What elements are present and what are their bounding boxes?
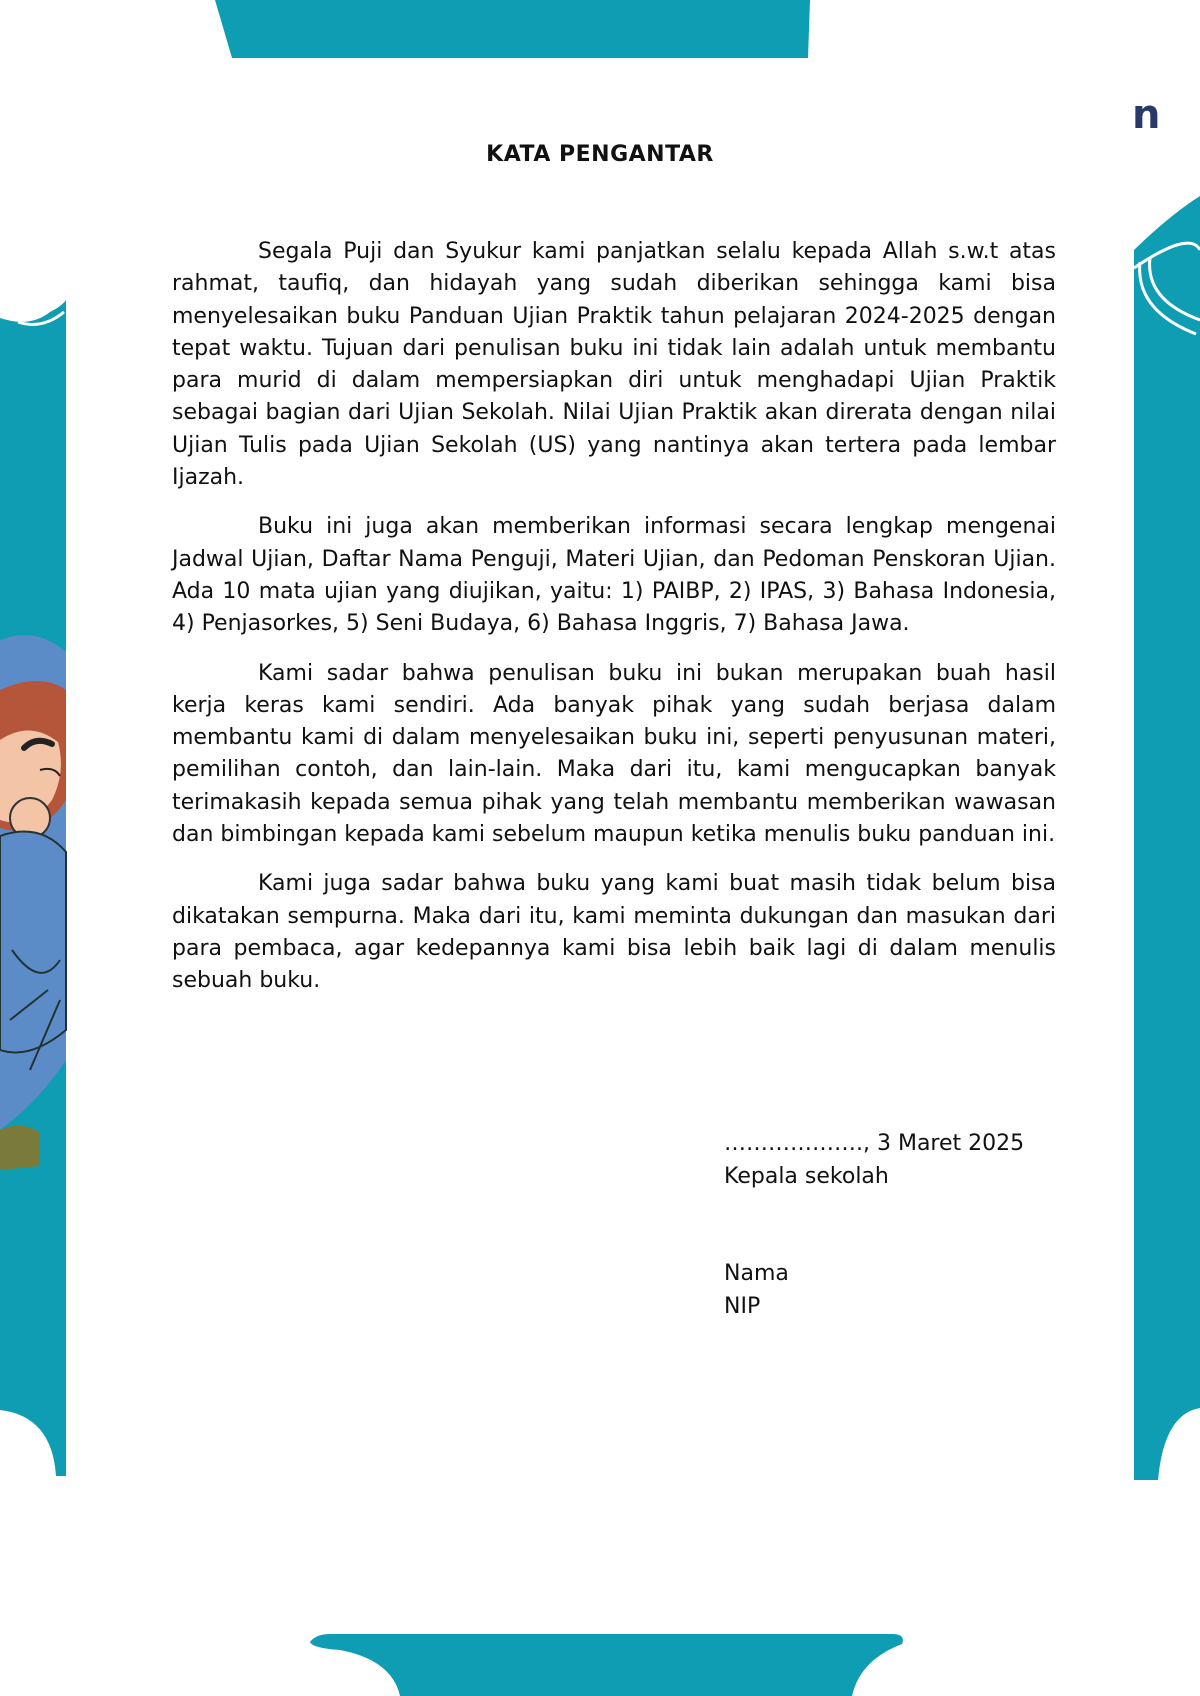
paragraph: Buku ini juga akan memberikan informasi secara lengkap mengenai Jadwal Ujian, Daftar Nama Penguji, Materi Ujian, dan Pedoman Penskoran Ujian. Ada 10 mata ujian yang diujikan, yaitu: 1) PAIBP, 2) IPAS, 3) Bahasa Indonesia, 4) Penjasorkes, 5) Seni Budaya, 6) Bahasa Inggris, 7) Bahasa Jawa. bbox=[172, 514, 1056, 637]
signature-block bbox=[724, 1128, 1054, 1323]
document-title: KATA PENGANTAR bbox=[486, 142, 714, 167]
signature-place-date: ………………., 3 Maret 2025 bbox=[724, 1131, 1025, 1156]
paragraph: Kami sadar bahwa penulisan buku ini bukan merupakan buah hasil kerja keras kami sendiri. Ada banyak pihak yang sudah berjasa dalam membantu kami di dalam menyelesaikan buku ini, seperti penyusunan materi, pemilihan contoh, dan lain-lain. Maka dari itu, kami mengucapkan banyak terimakasih kepada semua pihak yang telah membantu memberikan wawasan dan bimbingan kepada kami sebelum maupun ketika menulis buku panduan ini. bbox=[172, 660, 1056, 848]
paragraph: Segala Puji dan Syukur kami panjatkan selalu kepada Allah s.w.t atas rahmat, taufiq, dan hidayah yang sudah diberikan sehingga kami bisa menyelesaikan buku Panduan Ujian Praktik tahun pelajaran 2024-2025 dengan tepat waktu. Tujuan dari penulisan buku ini tidak lain adalah untuk membantu para murid di dalam mempersiapkan diri untuk menghadapi Ujian Praktik sebagai bagian dari Ujian Sekolah. Nilai Ujian Praktik akan direrata dengan nilai Ujian Tulis pada Ujian Sekolah (US) yang nantinya akan tertera pada lembar Ijazah. bbox=[172, 239, 1056, 491]
corner-logo-mark: n bbox=[1132, 92, 1161, 138]
signature-role: Kepala sekolah bbox=[724, 1163, 889, 1189]
top-tab-shape bbox=[215, 0, 810, 58]
body-text bbox=[172, 236, 1056, 1015]
paragraph: Kami juga sadar bahwa buku yang kami buat masih tidak belum bisa dikatakan sempurna. Maka dari itu, kami meminta dukungan dan masukan dari para pembaca, agar kedepannya kami bisa lebih baik lagi di dalam menulis sebuah buku. bbox=[172, 871, 1056, 994]
signature-name: Nama bbox=[724, 1261, 789, 1286]
signature-nip: NIP bbox=[724, 1293, 761, 1319]
right-strip-shape bbox=[1134, 196, 1200, 1480]
bottom-tab-shape bbox=[310, 1634, 903, 1696]
